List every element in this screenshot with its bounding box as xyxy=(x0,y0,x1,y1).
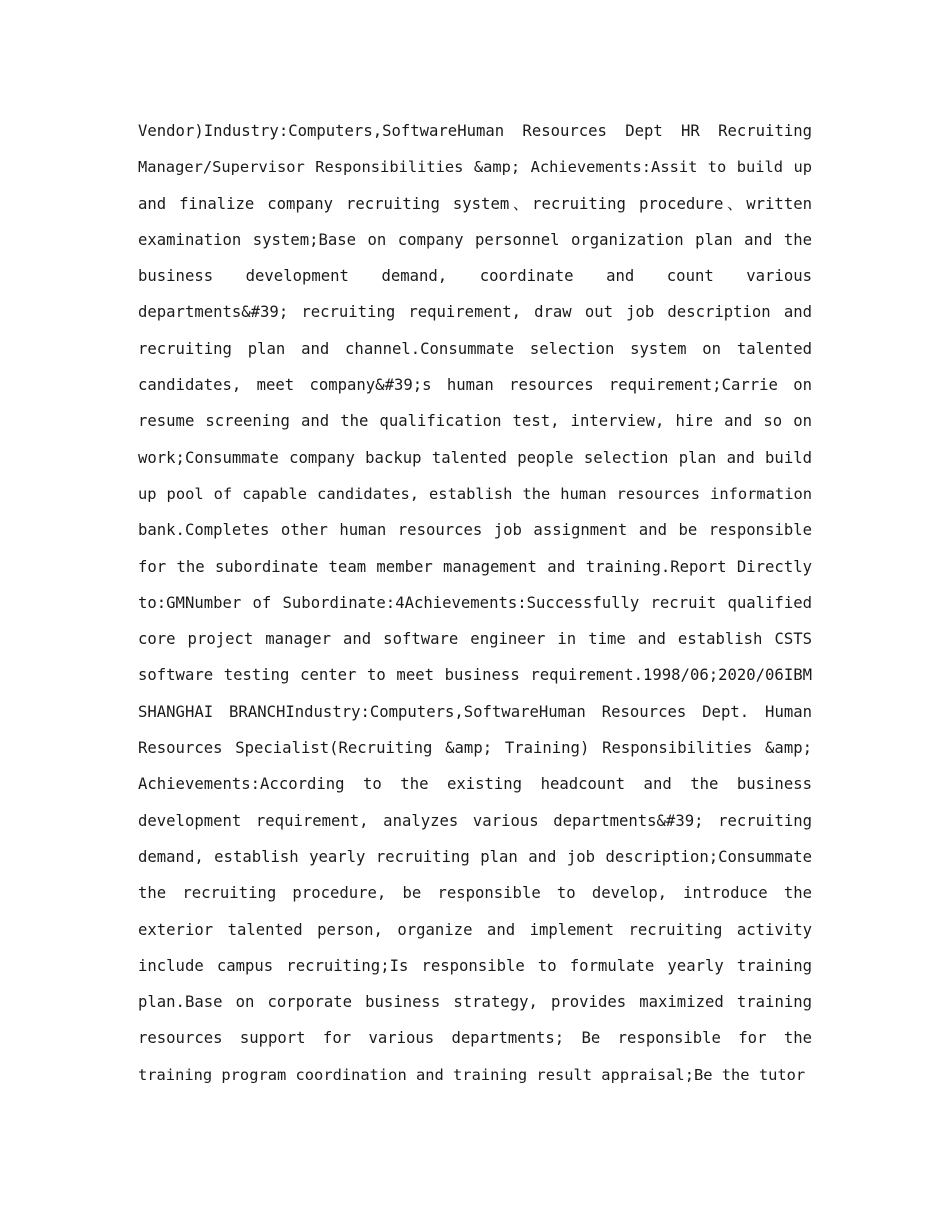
text-line: resume screening and the qualification test, interview, hire and so on xyxy=(138,412,812,431)
text-line: candidates, meet company&#39;s human resources requirement;Carrie on xyxy=(138,376,812,395)
text-line: development requirement, analyzes various departments&#39; recruiting xyxy=(138,811,812,830)
text-line: demand, establish yearly recruiting plan and job description;Consummate xyxy=(138,847,812,866)
text-line: bank.Completes other human resources job assignment and be responsible xyxy=(138,521,812,540)
text-line: software testing center to meet business requirement.1998/06;2020/06IBM xyxy=(138,666,812,685)
text-line: for the subordinate team member management and training.Report Directly xyxy=(138,557,812,576)
text-line: up pool of capable candidates, establish the human resources information xyxy=(138,484,812,503)
text-line: training program coordination and training result appraisal;Be the tutor xyxy=(138,1065,806,1084)
text-line: to:GMNumber of Subordinate:4Achievements:Successfully recruit qualified xyxy=(138,593,812,612)
text-line: Achievements:According to the existing headcount and the business xyxy=(138,775,812,794)
text-line: include campus recruiting;Is responsible to formulate yearly training xyxy=(138,956,812,975)
text-line: exterior talented person, organize and implement recruiting activity xyxy=(138,920,812,939)
text-line: the recruiting procedure, be responsible to develop, introduce the xyxy=(138,884,812,903)
text-line: and finalize company recruiting system、recruiting procedure、written xyxy=(138,194,812,213)
text-line: Resources Specialist(Recruiting &amp; Training) Responsibilities &amp; xyxy=(138,739,812,758)
text-line: Vendor)Industry:Computers,SoftwareHuman Resources Dept HR Recruiting xyxy=(138,122,812,140)
text-line: Manager/Supervisor Responsibilities &amp; Achievements:Assit to build up xyxy=(138,158,812,177)
body-text xyxy=(138,113,812,1093)
text-line: SHANGHAI BRANCHIndustry:Computers,SoftwareHuman Resources Dept. Human xyxy=(138,702,812,721)
text-line: core project manager and software engineer in time and establish CSTS xyxy=(138,630,812,649)
text-line: examination system;Base on company personnel organization plan and the xyxy=(138,230,812,249)
text-line: plan.Base on corporate business strategy, provides maximized training xyxy=(138,993,812,1012)
text-line: resources support for various departments; Be responsible for the xyxy=(138,1029,812,1048)
text-line: recruiting plan and channel.Consummate selection system on talented xyxy=(138,339,812,358)
text-line: work;Consummate company backup talented people selection plan and build xyxy=(138,448,812,467)
text-line: business development demand, coordinate and count various xyxy=(138,267,812,286)
text-line: departments&#39; recruiting requirement, draw out job description and xyxy=(138,303,812,322)
